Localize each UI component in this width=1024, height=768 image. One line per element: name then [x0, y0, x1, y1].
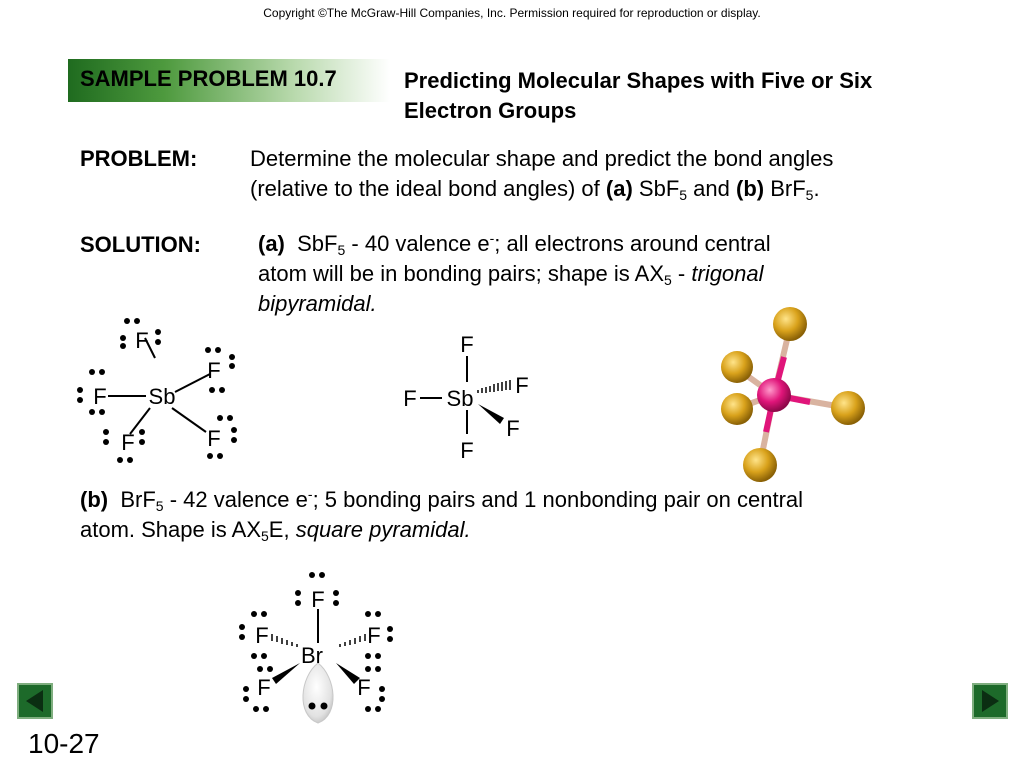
central-atom-sb: Sb — [446, 386, 474, 411]
forward-arrow-icon — [974, 685, 1006, 717]
fluorine-atom: F — [255, 623, 269, 648]
fluorine-ball — [773, 307, 807, 341]
back-arrow-icon — [19, 685, 51, 717]
problem-line-1: Determine the molecular shape and predict the bond angles — [250, 146, 834, 171]
fluorine-ball — [721, 351, 753, 383]
copyright-notice: Copyright ©The McGraw-Hill Companies, Inc. Permission required for reproduction or display. — [263, 6, 761, 20]
previous-slide-button[interactable] — [17, 683, 53, 719]
problem-line-2: (relative to the ideal bond angles) of (a) SbF$_5$ and (b) BrF$_5$. — [250, 176, 820, 203]
wedge-structure-sbf5 — [398, 330, 538, 465]
sample-problem-label: SAMPLE PROBLEM 10.7 — [80, 66, 337, 91]
central-atom-sb: Sb — [148, 384, 176, 409]
ball-and-stick-model — [710, 302, 885, 487]
title-line-2: Electron Groups — [404, 98, 577, 123]
fluorine-atom: F — [207, 358, 221, 383]
problem-title — [404, 66, 872, 126]
fluorine-atom: F — [311, 587, 325, 612]
problem-text — [250, 144, 833, 204]
fluorine-atom: F — [515, 373, 529, 398]
problem-label: PROBLEM: — [80, 146, 198, 171]
fluorine-ball — [743, 448, 777, 482]
fluorine-atom: F — [121, 430, 135, 455]
fluorine-atom: F — [506, 416, 520, 441]
next-slide-button[interactable] — [972, 683, 1008, 719]
fluorine-atom: F — [460, 332, 474, 357]
fluorine-ball — [721, 393, 753, 425]
fluorine-atom: F — [460, 438, 474, 463]
title-line-1: Predicting Molecular Shapes with Five or Six — [404, 68, 873, 93]
fluorine-atom: F — [135, 328, 149, 353]
lone-pair-lobe — [303, 663, 333, 723]
part-b-line-1: (b) BrF$_5$ - 42 valence e-; 5 bonding pairs and 1 nonbonding pair on central — [80, 486, 804, 514]
solution-line-3: bipyramidal. — [258, 291, 377, 316]
slide-number: 10-27 — [28, 728, 100, 759]
fluorine-atom: F — [257, 675, 271, 700]
part-b-line-2: atom. Shape is $AX_5E$, square pyramidal. — [80, 517, 471, 544]
lewis-structure-sbf5 — [70, 312, 250, 472]
central-atom-br: Br — [301, 643, 323, 668]
solution-line-2: atom will be in bonding pairs; shape is $AX_5$ - trigonal — [258, 261, 764, 288]
part-b-text — [80, 485, 803, 545]
solution-label: SOLUTION: — [80, 232, 201, 257]
fluorine-ball — [831, 391, 865, 425]
fluorine-atom: F — [403, 386, 417, 411]
fluorine-atom: F — [93, 384, 107, 409]
solution-text — [258, 229, 771, 319]
solution-line-1: (a) SbF$_5$ - 40 valence e-; all electrons around central — [258, 230, 771, 258]
brf5-structure — [230, 565, 410, 735]
fluorine-atom: F — [207, 426, 221, 451]
fluorine-atom: F — [357, 675, 371, 700]
antimony-ball — [757, 378, 791, 412]
fluorine-atom: F — [367, 623, 381, 648]
